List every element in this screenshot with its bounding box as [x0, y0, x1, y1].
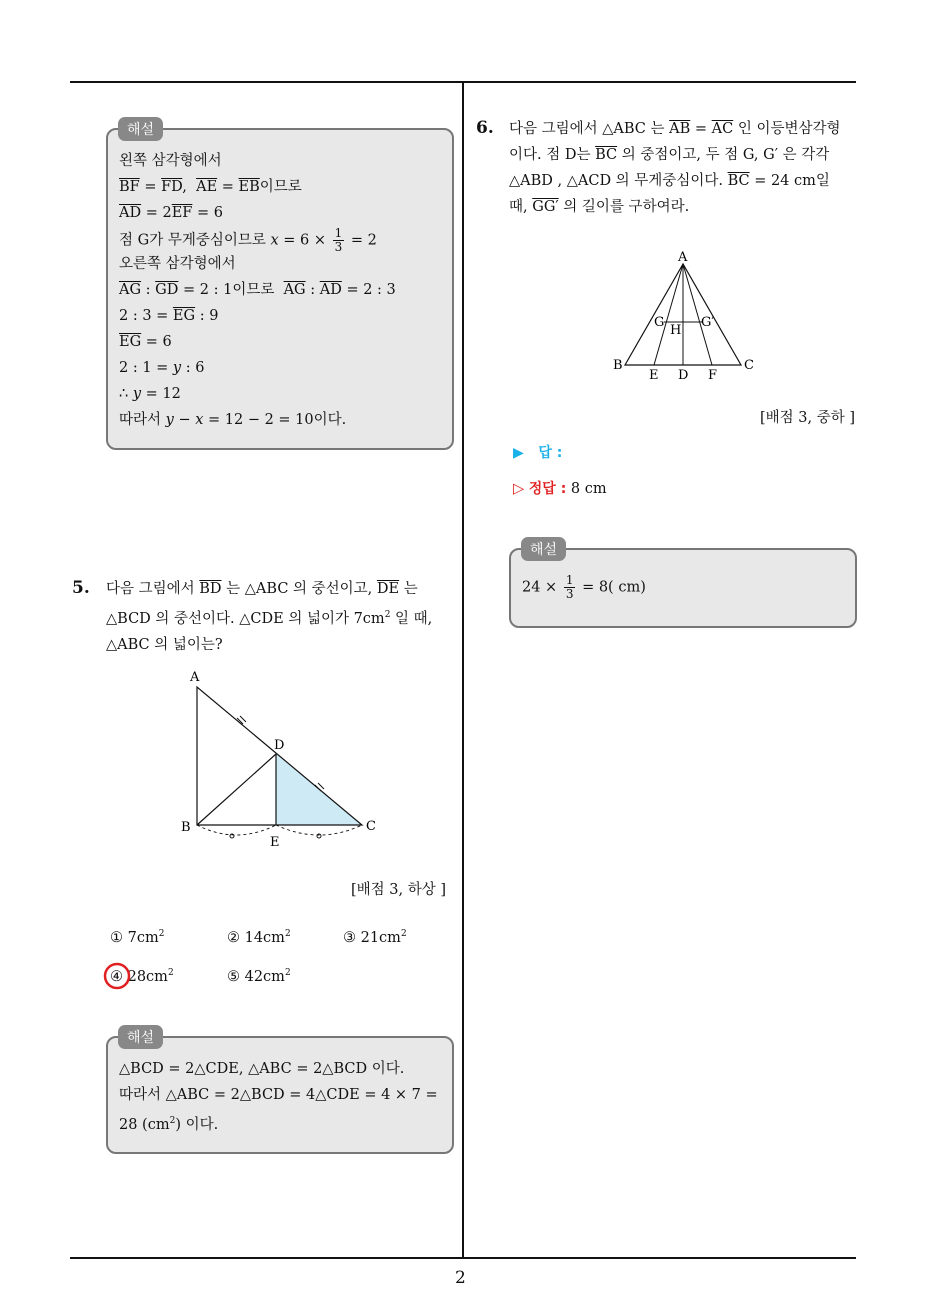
q5-choice-2[interactable]: ② $14cm^2$: [227, 929, 291, 946]
q6-figure: [605, 248, 765, 383]
sol-line-2: $\overline{BF} = \overline{FD}$, $\overline{AE} = \overline{EB}$이므로: [119, 179, 302, 195]
label-b: B: [613, 358, 623, 373]
sol-line-1: 왼쪽 삼각형에서: [119, 153, 222, 169]
sol-line-7: 2 : $3 = \overline{EG}$ : 9: [119, 308, 219, 324]
outline-play-icon: ▷: [513, 481, 525, 497]
q5-choice-3[interactable]: ③ $21cm^2$: [343, 929, 407, 946]
label-a: A: [190, 670, 200, 685]
column-divider: [462, 82, 464, 1258]
solution-box-q5: [106, 1036, 454, 1154]
label-g: G: [654, 315, 665, 330]
solution-box-q4: [106, 128, 454, 450]
q5-score: [배점 3, 하상 ]: [351, 882, 447, 898]
label-e: E: [270, 835, 280, 850]
answer-label: 답 :: [538, 445, 563, 461]
q6-score: [배점 3, 중하 ]: [760, 410, 856, 426]
label-e: E: [649, 368, 659, 383]
label-d: D: [678, 368, 689, 383]
sol-line-11: 따라서 y − x = 12 − 2 = 10이다.: [119, 412, 347, 428]
selected-answer-circle: [102, 961, 132, 991]
solution-badge-q4: 해설: [118, 117, 163, 141]
label-g-prime: G′: [701, 315, 715, 330]
label-c: C: [744, 358, 754, 373]
label-c: C: [366, 819, 376, 834]
sol-line-6: $\overline{AG}$ : $\overline{GD} = 2$ : 1이므로 $\overline{AG}$ : $\overline{AD} = 2$ : 3: [119, 282, 396, 298]
q5-number: 5.: [72, 578, 90, 598]
correct-label: 정답 :: [528, 481, 567, 497]
label-d: D: [274, 738, 285, 753]
label-a: A: [678, 250, 688, 265]
q5-text: 다음 그림에서 $\overline{BD}$ 는 △ABC 의 중선이고, $\overline{DE}$ 는 △BCD 의 중선이다. △CDE 의 넓이가 $7cm^2$ 일 때, △ABC 의 넓이는?: [106, 581, 433, 653]
sol-line-4: 점 G가 무게중심이므로 x = 6 × $\frac{1}{3}$ = 2: [119, 226, 377, 254]
correct-answer-row: [513, 478, 607, 498]
solution-badge-q6: 해설: [521, 537, 566, 561]
q5-sol-line-3: 28 $(cm^2)$ 이다.: [119, 1116, 219, 1133]
sol-line-5: 오른쪽 삼각형에서: [119, 256, 236, 272]
q6-sol-line: 24 × $\frac{1}{3}$ = 8( cm): [522, 573, 646, 601]
sol-line-8: $\overline{EG} = 6$: [119, 334, 172, 350]
sol-line-10: ∴ y = 12: [119, 386, 181, 402]
q5-choice-5[interactable]: ⑤ $42cm^2$: [227, 968, 291, 985]
q6-number: 6.: [476, 118, 494, 138]
q5-choice-1[interactable]: ① $7cm^2$: [110, 929, 165, 946]
page-number: 2: [455, 1268, 466, 1288]
label-f: F: [708, 368, 718, 383]
sol-line-9: 2 : 1 = y : 6: [119, 360, 205, 376]
correct-value: 8 cm: [570, 481, 607, 497]
q5-figure: [170, 665, 390, 855]
play-icon: ▶: [513, 445, 524, 461]
q6-text: 다음 그림에서 △ABC 는 $\overline{AB} = \overline{AC}$ 인 이등변삼각형 이다. 점 D는 $\overline{BC}$ 의 중점이고, 두 점 G, G′ 은 각각 △ABD , △ACD 의 무게중심이다. $\overline{BC} = 24$ cm일 때, GG′ 의 길이를 구하여라.: [509, 121, 841, 215]
sol-line-3: $\overline{AD} = 2\overline{EF} = 6$: [119, 205, 223, 221]
answer-row: [513, 442, 562, 462]
q5-sol-line-1: △BCD = 2△CDE, △ABC = 2△BCD 이다.: [119, 1061, 405, 1077]
q5-choice-4[interactable]: ④ $28cm^2$: [110, 968, 174, 985]
label-b: B: [181, 820, 191, 835]
solution-badge-q5: 해설: [118, 1025, 163, 1049]
q5-sol-line-2: 따라서 △ABC = 2△BCD = 4△CDE = 4 × 7 =: [119, 1087, 438, 1103]
label-h: H: [670, 323, 682, 338]
